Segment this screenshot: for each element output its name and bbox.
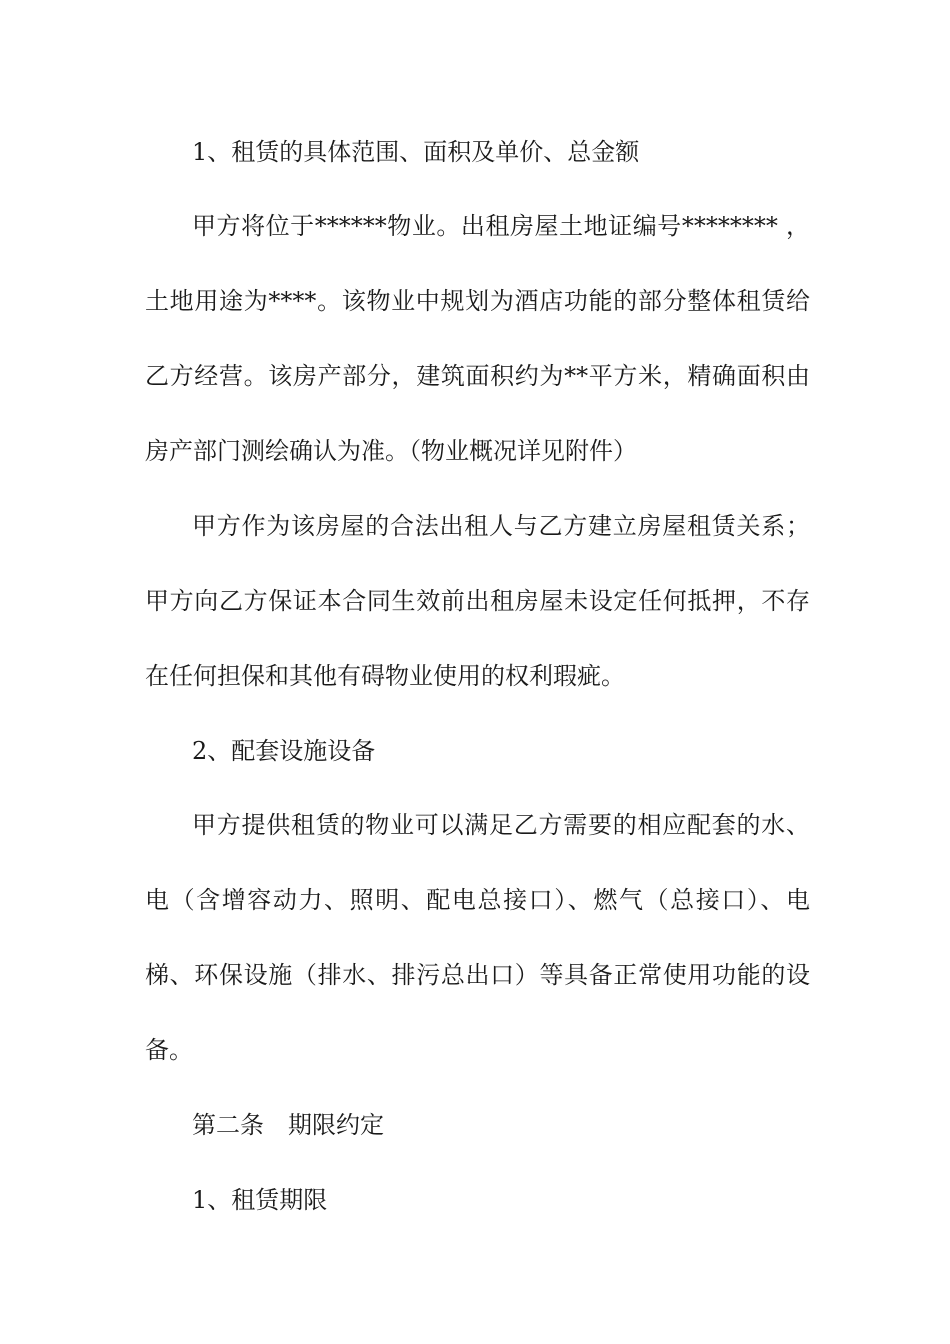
paragraph-line: 土地用途为****。该物业中规划为酒店功能的部分整体租赁给 <box>145 287 810 315</box>
paragraph-line: 电（含增容动力、照明、配电总接口）、燃气（总接口）、电 <box>145 886 810 914</box>
section-heading-lease-scope: 1、租赁的具体范围、面积及单价、总金额 <box>192 138 640 166</box>
paragraph-line: 备。 <box>145 1036 193 1064</box>
paragraph-line: 乙方经营。该房产部分，建筑面积约为**平方米，精确面积由 <box>145 362 810 390</box>
paragraph-line: 甲方将位于******物业。出租房屋土地证编号******** ， <box>192 212 810 240</box>
paragraph-line: 甲方作为该房屋的合法出租人与乙方建立房屋租赁关系； <box>192 512 810 540</box>
paragraph-line: 甲方向乙方保证本合同生效前出租房屋未设定任何抵押，不存 <box>145 587 810 615</box>
paragraph-line: 在任何担保和其他有碍物业使用的权利瑕疵。 <box>145 662 625 690</box>
section-heading-lease-term: 1、租赁期限 <box>192 1186 328 1214</box>
paragraph-line: 甲方提供租赁的物业可以满足乙方需要的相应配套的水、 <box>192 811 810 839</box>
article-heading-term: 第二条 期限约定 <box>192 1111 384 1139</box>
section-heading-facilities: 2、配套设施设备 <box>192 737 376 765</box>
paragraph-line: 梯、环保设施（排水、排污总出口）等具备正常使用功能的设 <box>145 961 810 989</box>
paragraph-line: 房产部门测绘确认为准。（物业概况详见附件） <box>145 437 637 465</box>
